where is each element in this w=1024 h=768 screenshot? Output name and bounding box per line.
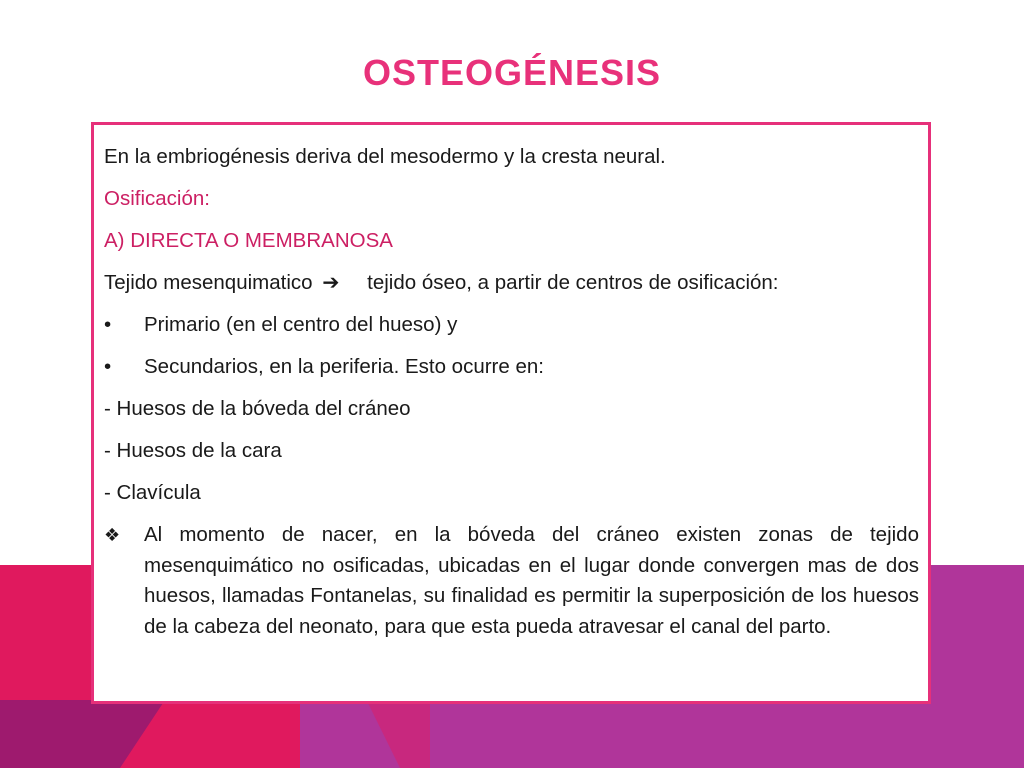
ossification-heading: Osificación: bbox=[104, 187, 210, 210]
bullet-text: Secundarios, en la periferia. Esto ocurre en: bbox=[144, 355, 544, 378]
arrow-right-icon: ➔ bbox=[322, 271, 340, 294]
dash-item: - Clavícula bbox=[104, 481, 201, 504]
diamond-bullet-icon: ❖ bbox=[104, 525, 121, 545]
bullet-icon: • bbox=[104, 313, 112, 336]
dash-item: - Huesos de la cara bbox=[104, 439, 282, 462]
fontanelles-note bbox=[104, 514, 919, 642]
note-text: Al momento de nacer, en la bóveda del cráneo existen zonas de tejido mesenquimático no osificadas, ubicadas en el lugar donde convergen mas de dos huesos, llamadas Fontanelas, su finalidad es permitir la superposición de los huesos de la cabeza del neonato, para que esta pueda atravesar el canal del parto. bbox=[144, 523, 919, 638]
bullet-text: Primario (en el centro del hueso) y bbox=[144, 313, 458, 336]
slide-title: OSTEOGÉNESIS bbox=[362, 52, 662, 93]
intro-line: En la embriogénesis deriva del mesodermo y la cresta neural. bbox=[104, 145, 666, 168]
bullet-item bbox=[104, 346, 919, 388]
process-left-text: Tejido mesenquimatico bbox=[104, 271, 313, 294]
process-line bbox=[104, 262, 919, 304]
bullet-icon: • bbox=[104, 355, 112, 378]
process-right-text: tejido óseo, a partir de centros de osificación: bbox=[367, 271, 779, 294]
direct-ossification-subheading: A) DIRECTA O MEMBRANOSA bbox=[104, 229, 393, 252]
bullet-item bbox=[104, 304, 919, 346]
dash-item: - Huesos de la bóveda del cráneo bbox=[104, 397, 411, 420]
content-box bbox=[91, 122, 931, 704]
